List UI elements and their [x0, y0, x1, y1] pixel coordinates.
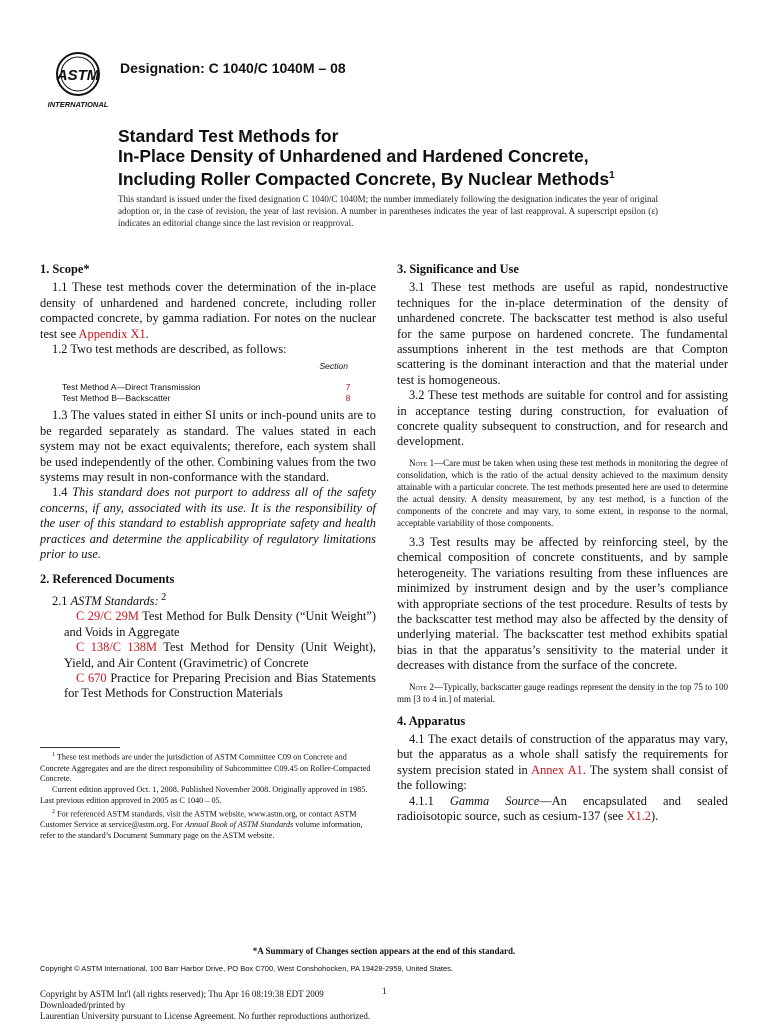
paragraph-2-1: 2.1 ASTM Standards: $^2$ [52, 591, 167, 609]
scope-heading: 1. Scope* [40, 262, 90, 276]
reference-item: C 138/C 138M Test Method for Density (Unit Weight), Yield, and Air Content (Gravimetric) of Concrete [64, 640, 377, 670]
x1-2-link[interactable]: X1.2 [626, 808, 651, 823]
astm-logo [38, 48, 118, 110]
reference-item: C 29/C 29M Test Method for Bulk Density (“Unit Weight”) and Voids in Aggregate [64, 609, 376, 639]
download-notice: Copyright by ASTM Int'l (all rights reserved); Thu Apr 16 08:19:38 EDT 2009 Downloaded/printed by Laurentian University pursuant to License Agreement. No further reproductions authorized. [40, 989, 371, 1021]
title-line-2: In-Place Density of Unhardened and Hardened Concrete, [118, 145, 589, 166]
paragraph-4-1: 4.1 The exact details of construction of the apparatus may vary, but the apparatus as a whole shall satisfy the requirements for system precision stated in Annex A1. The system shall consist of the following: [397, 731, 728, 793]
logo-subtext: INTERNATIONAL [47, 100, 109, 109]
section-row [62, 382, 358, 393]
paragraph-3-2: 3.2 These test methods are suitable for control and for assisting in acceptance testing during construction, for evaluation of concrete quality subsequent to construction, and for research and development. [397, 388, 728, 449]
significance-heading: 3. Significance and Use [397, 262, 519, 276]
section-row [62, 393, 358, 404]
paragraph-1-1: 1.1 These test methods cover the determination of the in-place density of unhardened and hardened concrete, including roller compacted concrete, by gamma radiation. For notes on the nuclear test see Appendix X1. [40, 280, 376, 341]
section-table [62, 361, 358, 404]
designation: Designation: C 1040/C 1040M – 08 [120, 60, 346, 76]
title-footnote-mark[interactable]: 1 [609, 170, 615, 181]
note-2: Note 2—Typically, backscatter gauge readings represent the density in the top 75 to 100 mm [3 to 4 in.] of material. [397, 681, 728, 704]
annex-a1-link[interactable]: Annex A1 [531, 762, 583, 777]
footnotes [40, 750, 376, 842]
appendix-x1-link[interactable]: Appendix X1 [78, 326, 146, 341]
copyright-line: Copyright © ASTM International, 100 Barr Harbor Drive, PO Box C700, West Conshohocken, PA 19428-2959, United States. [40, 964, 453, 973]
logo-text: ASTM [56, 67, 100, 84]
note-1: Note 1—Care must be taken when using these test methods in monitoring the degree of consolidation, which is the ratio of the actual density achieved to the maximum density attainable with a particular concrete. The test methods presented here are used to determine the actual density. A density measurement, by any test method, is a function of the components of the concrete and may vary, to some extent, in response to the normal, acceptable variability of those components. [397, 457, 728, 528]
paragraph-1-2: 1.2 Two test methods are described, as follows: [52, 342, 287, 357]
paragraph-1-3: 1.3 The values stated in either SI units or inch-pound units are to be regarded separately as standard. The values stated in each system may not be exact equivalents; therefore, each system shall be used independently of the other. Combining values from the two systems may result in non-conformance with the standard. [40, 408, 376, 485]
footnote-1: $^1$ These test methods are under the jurisdiction of ASTM Committee C09 on Concrete and Concrete Aggregates and are the direct responsibility of Subcommittee C09.45 on Roller-Compacted Concrete. [40, 752, 371, 784]
paragraph-3-1: 3.1 These test methods are useful as rapid, nondestructive techniques for the in-place determination of the density of unhardened concrete. The backscatter test method is also useful for the same purpose on hardened concrete. The fundamental assumptions inherent in the test methods are that Compton scattering is the dominant interaction and that the material under test is homogeneous. [397, 280, 728, 387]
title-line-1: Standard Test Methods for [118, 126, 339, 146]
document-title [118, 127, 718, 189]
apparatus-heading: 4. Apparatus [397, 713, 466, 728]
right-column [397, 262, 728, 824]
footnote-1-edition: Current edition approved Oct. 1, 2008. Published November 2008. Originally approved in 1985. Last previous edition approved in 2005 as C 1040 – 05. [40, 785, 368, 805]
paragraph-4-1-1: 4.1.1 Gamma Source—An encapsulated and sealed radioisotopic source, such as cesium-137 (see X1.2). [397, 793, 728, 823]
c29-link[interactable]: C 29/C 29M [76, 609, 139, 624]
title-line-3 [118, 166, 718, 189]
summary-of-changes-note: *A Summary of Changes section appears at the end of this standard. [252, 946, 516, 956]
reference-item: C 670 Practice for Preparing Precision and Bias Statements for Test Methods for Construction Materials [64, 671, 377, 701]
method-a-name: Test Method A—Direct Transmission [62, 382, 201, 393]
footnote-2: $^2$ For referenced ASTM standards, visit the ASTM website, www.astm.org, or contact ASTM Customer Service at service@astm.org. For Annual Book of ASTM Standards volume information, refer to the standard’s Document Summary page on the ASTM website. [40, 808, 363, 841]
paragraph-1-4: 1.4 This standard does not purport to address all of the safety concerns, if any, associated with its use. It is the responsibility of the user of this standard to establish appropriate safety and health practices and determine the applicability of regulatory limitations prior to use. [40, 485, 376, 562]
issuance-statement: This standard is issued under the fixed designation C 1040/C 1040M; the number immediately following the designation indicates the year of original adoption or, in the case of revision, the year of last revision. A number in parentheses indicates the year of last reapproval. A superscript epsilon (ε) indicates an editorial change since the last revision or reapproval. [118, 194, 658, 228]
paragraph-3-3: 3.3 Test results may be affected by reinforcing steel, by the chemical composition of concrete constituents, and by sample heterogeneity. The variations resulting from these influences are minimized by instrument design and by the user’s compliance with appropriate sections of the test procedure. Results of tests by the backscatter test method may also be affected by the density of underlying material. The backscatter test method exhibits spatial bias in that the apparatus’s sensitivity to the material under it decreases with distance from the surface of the concrete. [397, 534, 728, 673]
method-b-section-link[interactable]: 8 [345, 393, 351, 404]
c670-link[interactable]: C 670 [76, 671, 107, 686]
left-column [40, 262, 376, 702]
reference-list [40, 609, 376, 701]
c138-link[interactable]: C 138/C 138M [76, 640, 158, 655]
method-b-name: Test Method B—Backscatter [62, 393, 171, 404]
section-table-header: Section [319, 361, 348, 372]
method-a-section-link[interactable]: 7 [345, 382, 351, 393]
title-line-3-text: Including Roller Compacted Concrete, By Nuclear Methods [118, 168, 610, 189]
footnote-divider [40, 747, 120, 748]
referenced-documents-heading: 2. Referenced Documents [40, 571, 175, 586]
page-number: 1 [382, 986, 387, 996]
